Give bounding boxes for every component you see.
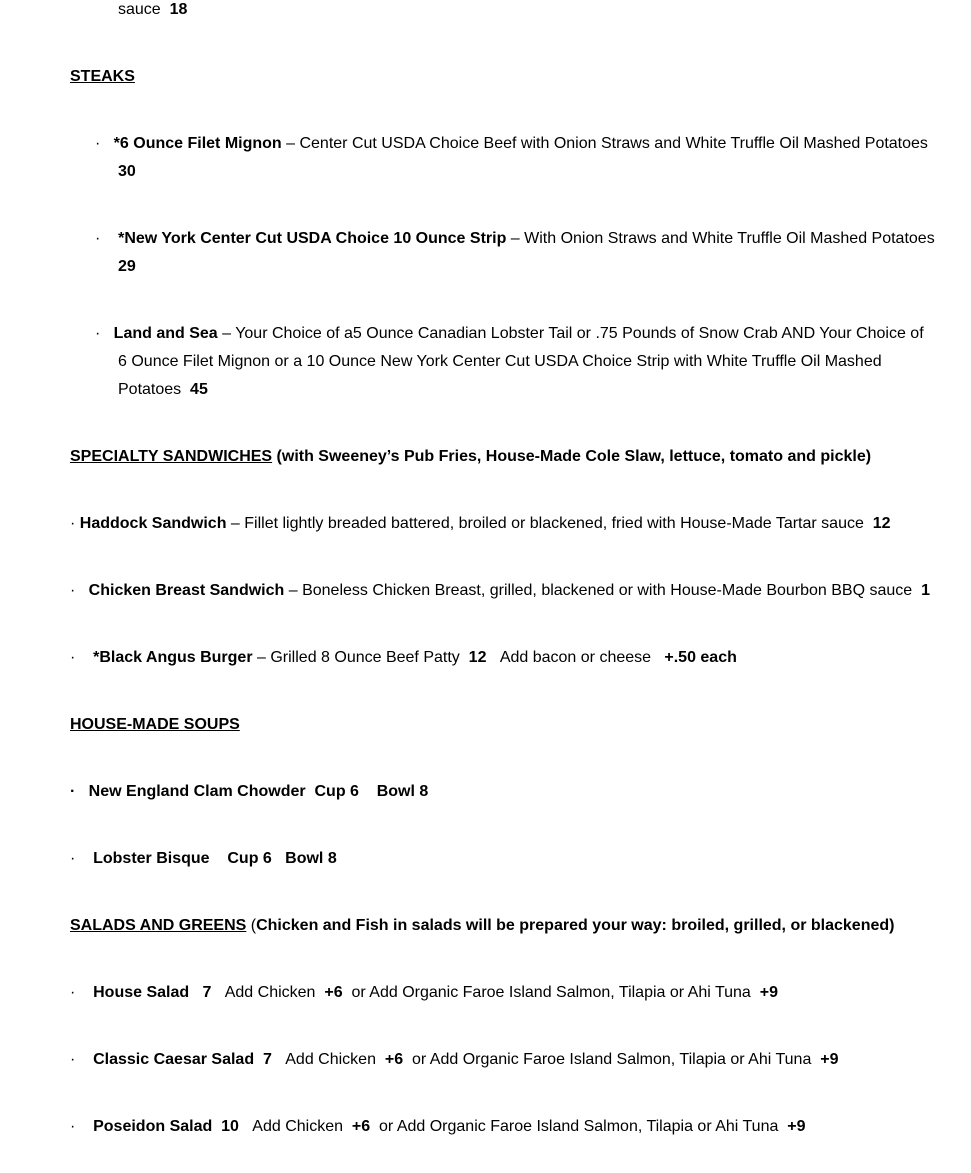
bullet: · (70, 582, 76, 599)
item-price-line (118, 257, 136, 277)
bullet: · (95, 135, 101, 152)
item-name: Chicken Breast Sandwich (88, 582, 285, 599)
salads-heading: SALADS AND GREENS (70, 917, 247, 934)
item-name: *6 Ounce Filet Mignon (113, 135, 282, 152)
list-item: · House Salad 7 Add Chicken +6 or Add Organic Faroe Island Salmon, Tilapia or Ahi Tuna +9 (70, 984, 778, 1001)
bullet: · (95, 325, 101, 342)
list-item (70, 648, 737, 668)
item-name: New England Clam Chowder (88, 783, 306, 800)
item-desc-continued: Potatoes 45 (118, 381, 208, 398)
addon-text: Add bacon or cheese (499, 649, 652, 666)
list-item (70, 782, 428, 802)
item-price-line (118, 162, 136, 182)
list-item (95, 324, 924, 344)
item-price: 1 (921, 582, 930, 599)
item-name: Poseidon Salad (93, 1118, 213, 1135)
bullet: · (70, 1118, 76, 1135)
item-price: 29 (118, 258, 136, 275)
item-name: House Salad (93, 984, 190, 1001)
item-name: Classic Caesar Salad (93, 1051, 255, 1068)
sandwiches-heading: SPECIALTY SANDWICHES (70, 448, 273, 465)
soups-heading: HOUSE-MADE SOUPS (70, 716, 240, 733)
list-item (95, 134, 928, 154)
item-price: 10 (221, 1118, 239, 1135)
item-desc-continued: 6 Ounce Filet Mignon or a 10 Ounce New York Center Cut USDA Choice Strip with White Truffle Oil Mashed (118, 353, 882, 370)
steaks-heading: STEAKS (70, 68, 135, 85)
list-item: · Poseidon Salad 10 Add Chicken +6 or Add Organic Faroe Island Salmon, Tilapia or Ahi Tuna +9 (70, 1118, 806, 1135)
salads-note: Chicken and Fish in salads will be prepared your way: broiled, grilled, or blackened) (256, 917, 895, 934)
item-desc: – Grilled 8 Ounce Beef Patty (252, 649, 460, 666)
bullet: · (70, 984, 76, 1001)
bullet: · (70, 1051, 76, 1068)
item-price: 7 (263, 1051, 272, 1068)
bullet: · (70, 649, 76, 666)
bullet: · (70, 850, 76, 867)
item-price: 12 (872, 515, 891, 532)
addon-price: +.50 each (664, 649, 737, 666)
item-name: Land and Sea (113, 325, 218, 342)
item-desc: – Boneless Chicken Breast, grilled, blackened or with House-Made Bourbon BBQ sauce (284, 582, 913, 599)
bowl-price: Bowl 8 (376, 783, 429, 800)
bullet: · (95, 230, 101, 247)
bullet: · (70, 515, 76, 532)
item-name: Haddock Sandwich (79, 515, 227, 532)
list-item (70, 849, 337, 869)
item-price: 45 (190, 381, 208, 398)
item-name: *Black Angus Burger (93, 649, 253, 666)
item-desc: – Center Cut USDA Choice Beef with Onion Straws and White Truffle Oil Mashed Potatoes (281, 135, 928, 152)
list-item (70, 514, 891, 534)
salads-heading-line: SALADS AND GREENS (Chicken and Fish in salads will be prepared your way: broiled, grilled, or blackened) (70, 917, 895, 934)
list-item (95, 229, 935, 249)
sandwiches-heading-line (70, 447, 871, 467)
sandwiches-note: (with Sweeney’s Pub Fries, House-Made Cole Slaw, lettuce, tomato and pickle) (272, 448, 872, 465)
carryover-line: sauce 18 (118, 1, 188, 18)
list-item: · Classic Caesar Salad 7 Add Chicken +6 or Add Organic Faroe Island Salmon, Tilapia or Ahi Tuna +9 (70, 1051, 839, 1068)
item-name: *New York Center Cut USDA Choice 10 Ounce Strip (118, 230, 507, 247)
item-desc: – Your Choice of a5 Ounce Canadian Lobster Tail or .75 Pounds of Snow Crab AND Your Choice of (217, 325, 924, 342)
cup-price: Cup 6 (314, 783, 359, 800)
item-price: 7 (202, 984, 212, 1001)
item-desc: – Fillet lightly breaded battered, broiled or blackened, fried with House-Made Tartar sauce (226, 515, 864, 532)
bowl-price: Bowl 8 (285, 850, 337, 867)
cup-price: Cup 6 (227, 850, 272, 867)
item-desc: – With Onion Straws and White Truffle Oil Mashed Potatoes (506, 230, 935, 247)
item-name: Lobster Bisque (93, 850, 210, 867)
bullet: · (70, 783, 76, 800)
list-item (70, 581, 930, 601)
item-price: 12 (468, 649, 487, 666)
item-price: 30 (118, 163, 136, 180)
